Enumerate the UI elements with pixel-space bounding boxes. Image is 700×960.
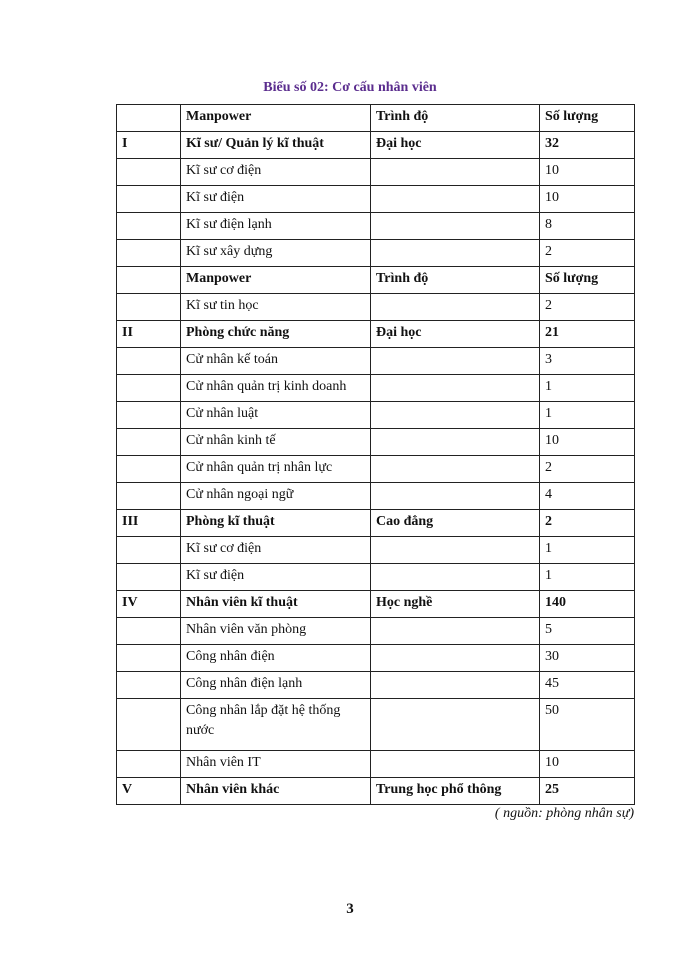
cell-count: 4 [540, 483, 635, 510]
cell-index [117, 645, 181, 672]
table-row [117, 348, 635, 375]
cell-index [117, 456, 181, 483]
cell-name: Nhân viên văn phòng [181, 618, 371, 645]
cell-count: 1 [540, 564, 635, 591]
cell-count: 45 [540, 672, 635, 699]
table-row [117, 321, 635, 348]
table-header-row [117, 105, 635, 132]
cell-count: 32 [540, 132, 635, 159]
cell-level [371, 186, 540, 213]
cell-name: Kĩ sư điện lạnh [181, 213, 371, 240]
cell-level [371, 618, 540, 645]
table-row [117, 240, 635, 267]
cell-index [117, 751, 181, 778]
cell-level [371, 348, 540, 375]
page-number: 3 [346, 901, 354, 917]
cell-index: IV [117, 591, 181, 618]
cell-count: 8 [540, 213, 635, 240]
cell-count: 1 [540, 537, 635, 564]
cell-level: Cao đẳng [371, 510, 540, 537]
cell-level: Đại học [371, 321, 540, 348]
header-cell-count: Số lượng [540, 105, 635, 132]
table-row [117, 267, 635, 294]
cell-count: Số lượng [540, 267, 635, 294]
cell-index [117, 699, 181, 751]
cell-name: Cử nhân ngoại ngữ [181, 483, 371, 510]
cell-level [371, 375, 540, 402]
cell-count: 50 [540, 699, 635, 751]
cell-name: Kĩ sư điện [181, 186, 371, 213]
source-note: ( nguồn: phòng nhân sự) [494, 806, 634, 821]
cell-count: 2 [540, 240, 635, 267]
cell-level [371, 645, 540, 672]
cell-level [371, 429, 540, 456]
cell-name: Cử nhân kinh tế [181, 429, 371, 456]
cell-index [117, 240, 181, 267]
cell-index [117, 267, 181, 294]
cell-index [117, 402, 181, 429]
cell-index [117, 186, 181, 213]
cell-index: I [117, 132, 181, 159]
cell-count: 1 [540, 375, 635, 402]
table-row [117, 778, 635, 805]
cell-level [371, 294, 540, 321]
cell-name: Cử nhân luật [181, 402, 371, 429]
cell-name: Công nhân điện [181, 645, 371, 672]
cell-index [117, 564, 181, 591]
table-row [117, 294, 635, 321]
cell-count: 2 [540, 510, 635, 537]
cell-count: 5 [540, 618, 635, 645]
table-row [117, 186, 635, 213]
cell-name: Manpower [181, 267, 371, 294]
table-row [117, 672, 635, 699]
table-row [117, 699, 635, 751]
cell-name: Kĩ sư cơ điện [181, 537, 371, 564]
cell-count: 2 [540, 456, 635, 483]
table-row [117, 159, 635, 186]
cell-name: Công nhân điện lạnh [181, 672, 371, 699]
cell-name: Nhân viên IT [181, 751, 371, 778]
cell-count: 10 [540, 186, 635, 213]
cell-index [117, 618, 181, 645]
cell-level [371, 402, 540, 429]
cell-level: Trung học phổ thông [371, 778, 540, 805]
table-row [117, 375, 635, 402]
header-cell-index [117, 105, 181, 132]
cell-name: Cử nhân kế toán [181, 348, 371, 375]
cell-index [117, 483, 181, 510]
table-row [117, 429, 635, 456]
header-cell-level: Trình độ [371, 105, 540, 132]
cell-index [117, 348, 181, 375]
cell-level: Đại học [371, 132, 540, 159]
header-cell-manpower: Manpower [181, 105, 371, 132]
cell-index: III [117, 510, 181, 537]
cell-level [371, 537, 540, 564]
cell-index: V [117, 778, 181, 805]
table-row [117, 645, 635, 672]
cell-name: Cử nhân quản trị kinh doanh [181, 375, 371, 402]
table-row [117, 510, 635, 537]
cell-count: 3 [540, 348, 635, 375]
cell-count: 10 [540, 159, 635, 186]
cell-count: 30 [540, 645, 635, 672]
table-caption: Biểu số 02: Cơ cấu nhân viên [263, 80, 437, 95]
cell-name: Kĩ sư cơ điện [181, 159, 371, 186]
cell-name: Phòng kĩ thuật [181, 510, 371, 537]
cell-count: 140 [540, 591, 635, 618]
table-row [117, 132, 635, 159]
cell-level [371, 240, 540, 267]
cell-count: 2 [540, 294, 635, 321]
cell-name: Nhân viên kĩ thuật [181, 591, 371, 618]
cell-index [117, 429, 181, 456]
cell-level [371, 456, 540, 483]
staff-structure-table [116, 104, 635, 805]
cell-name: Kĩ sư xây dựng [181, 240, 371, 267]
cell-count: 1 [540, 402, 635, 429]
cell-name: Kĩ sư/ Quản lý kĩ thuật [181, 132, 371, 159]
cell-name: Công nhân lắp đặt hệ thống nước [181, 699, 371, 751]
table-row [117, 618, 635, 645]
table-row [117, 564, 635, 591]
cell-index [117, 213, 181, 240]
cell-count: 21 [540, 321, 635, 348]
cell-count: 10 [540, 751, 635, 778]
cell-index: II [117, 321, 181, 348]
cell-count: 10 [540, 429, 635, 456]
table-row [117, 751, 635, 778]
cell-level [371, 699, 540, 751]
cell-count: 25 [540, 778, 635, 805]
cell-index [117, 672, 181, 699]
cell-level [371, 159, 540, 186]
cell-index [117, 537, 181, 564]
cell-index [117, 294, 181, 321]
cell-index [117, 375, 181, 402]
table-row [117, 591, 635, 618]
cell-level: Học nghề [371, 591, 540, 618]
cell-level [371, 564, 540, 591]
cell-level [371, 672, 540, 699]
cell-index [117, 159, 181, 186]
cell-level [371, 213, 540, 240]
table-row [117, 213, 635, 240]
table-row [117, 456, 635, 483]
cell-level: Trình độ [371, 267, 540, 294]
cell-name: Cử nhân quản trị nhân lực [181, 456, 371, 483]
cell-name: Nhân viên khác [181, 778, 371, 805]
cell-name: Phòng chức năng [181, 321, 371, 348]
cell-level [371, 751, 540, 778]
cell-name: Kĩ sư tin học [181, 294, 371, 321]
table-row [117, 402, 635, 429]
table-row [117, 537, 635, 564]
table-row [117, 483, 635, 510]
cell-name: Kĩ sư điện [181, 564, 371, 591]
cell-level [371, 483, 540, 510]
